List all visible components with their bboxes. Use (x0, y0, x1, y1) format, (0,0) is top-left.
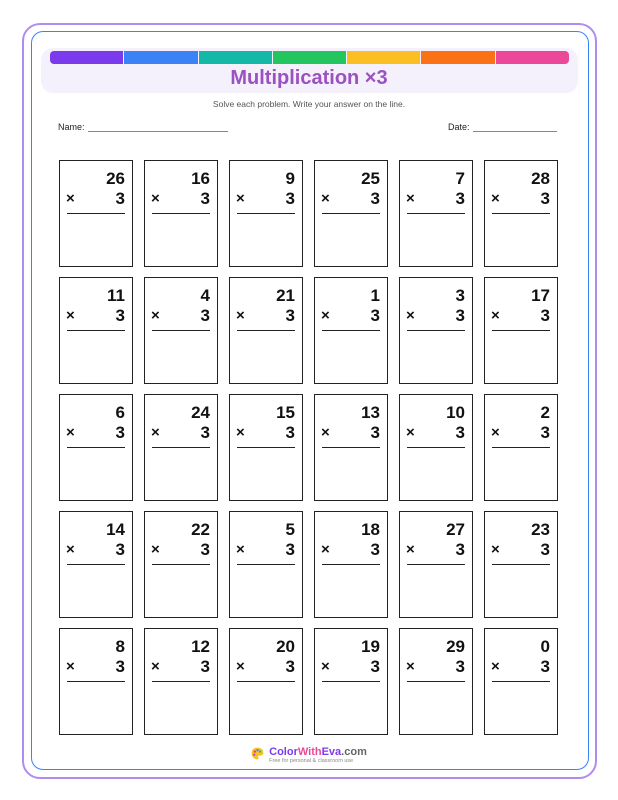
multiplicand: 11 (107, 286, 125, 305)
problem-card[interactable] (229, 160, 303, 267)
color-stripe (347, 51, 420, 64)
answer-line[interactable] (407, 330, 465, 331)
multiplier: 3 (455, 189, 465, 208)
multiplier-row (151, 306, 210, 326)
problem-card[interactable] (484, 511, 558, 618)
multiplier-row (321, 423, 380, 443)
palette-icon (251, 747, 264, 760)
multiplier-row (491, 423, 550, 443)
problem-card[interactable] (484, 394, 558, 501)
multiplicand: 6 (115, 403, 125, 422)
answer-line[interactable] (407, 681, 465, 682)
times-icon: × (491, 424, 500, 441)
multiplier-row (151, 189, 210, 209)
multiplier: 3 (370, 189, 380, 208)
multiplicand: 2 (540, 403, 550, 422)
answer-line[interactable] (407, 564, 465, 565)
multiplier: 3 (370, 423, 380, 442)
answer-line[interactable] (152, 564, 210, 565)
multiplier-row (151, 423, 210, 443)
times-icon: × (236, 307, 245, 324)
multiplicand: 18 (361, 520, 380, 539)
times-icon: × (151, 424, 160, 441)
problem-card[interactable] (484, 277, 558, 384)
times-icon: × (406, 307, 415, 324)
multiplier-row (406, 657, 465, 677)
problem-card[interactable] (399, 160, 473, 267)
times-icon: × (151, 541, 160, 558)
answer-line[interactable] (322, 213, 380, 214)
multiplicand: 12 (191, 637, 210, 656)
multiplicand: 1 (370, 286, 380, 305)
multiplier-row (66, 657, 125, 677)
problem-card[interactable] (314, 628, 388, 735)
times-icon: × (406, 424, 415, 441)
multiplicand: 23 (531, 520, 550, 539)
times-icon: × (406, 190, 415, 207)
answer-line[interactable] (322, 681, 380, 682)
multiplicand: 4 (200, 286, 210, 305)
times-icon: × (321, 658, 330, 675)
multiplier: 3 (285, 306, 295, 325)
date-label: Date: (448, 122, 470, 132)
multiplier-row (321, 189, 380, 209)
multiplier: 3 (115, 657, 125, 676)
date-field[interactable] (448, 122, 557, 132)
name-label: Name: (58, 122, 85, 132)
times-icon: × (491, 541, 500, 558)
answer-line[interactable] (407, 447, 465, 448)
times-icon: × (66, 658, 75, 675)
multiplicand: 24 (191, 403, 210, 422)
multiplier: 3 (285, 423, 295, 442)
multiplier-row (491, 540, 550, 560)
problem-card[interactable] (144, 160, 218, 267)
color-stripe (273, 51, 346, 64)
multiplicand: 13 (361, 403, 380, 422)
multiplier: 3 (285, 540, 295, 559)
problem-card[interactable] (59, 277, 133, 384)
multiplier: 3 (285, 189, 295, 208)
multiplier-row (406, 423, 465, 443)
multiplicand: 26 (106, 169, 125, 188)
problem-card[interactable] (314, 511, 388, 618)
answer-line[interactable] (492, 564, 550, 565)
times-icon: × (151, 658, 160, 675)
problem-card[interactable] (399, 628, 473, 735)
multiplicand: 20 (276, 637, 295, 656)
worksheet-title: Multiplication ×3 (230, 67, 388, 89)
multiplier-row (66, 423, 125, 443)
answer-line[interactable] (322, 564, 380, 565)
times-icon: × (321, 190, 330, 207)
multiplier: 3 (200, 657, 210, 676)
instructions: Solve each problem. Write your answer on the line. (212, 99, 406, 109)
multiplier-row (66, 540, 125, 560)
multiplier: 3 (200, 540, 210, 559)
problem-card[interactable] (59, 394, 133, 501)
multiplicand: 10 (446, 403, 465, 422)
times-icon: × (236, 541, 245, 558)
multiplier-row (406, 540, 465, 560)
multiplier-row (491, 306, 550, 326)
problem-card[interactable] (59, 628, 133, 735)
answer-line[interactable] (492, 681, 550, 682)
problem-card[interactable] (144, 511, 218, 618)
brand-name (269, 746, 367, 758)
multiplier: 3 (540, 540, 550, 559)
color-stripe (124, 51, 197, 64)
problem-card[interactable] (229, 277, 303, 384)
problem-card[interactable] (229, 511, 303, 618)
times-icon: × (406, 541, 415, 558)
multiplier-row (321, 540, 380, 560)
color-stripe (421, 51, 494, 64)
multiplicand: 14 (106, 520, 125, 539)
times-icon: × (321, 541, 330, 558)
multiplier: 3 (200, 306, 210, 325)
color-stripe (496, 51, 569, 64)
answer-line[interactable] (492, 447, 550, 448)
multiplier: 3 (455, 306, 465, 325)
multiplier-row (236, 423, 295, 443)
times-icon: × (321, 424, 330, 441)
color-stripe (50, 51, 123, 64)
multiplier: 3 (115, 540, 125, 559)
multiplier: 3 (455, 540, 465, 559)
times-icon: × (236, 190, 245, 207)
multiplier: 3 (540, 423, 550, 442)
multiplier-row (491, 657, 550, 677)
times-icon: × (236, 658, 245, 675)
multiplier-row (236, 306, 295, 326)
multiplier: 3 (200, 423, 210, 442)
problem-card[interactable] (59, 511, 133, 618)
problem-card[interactable] (314, 160, 388, 267)
name-field[interactable] (58, 122, 228, 132)
times-icon: × (491, 190, 500, 207)
multiplier: 3 (540, 657, 550, 676)
answer-line[interactable] (237, 213, 295, 214)
multiplier: 3 (540, 306, 550, 325)
multiplicand: 5 (285, 520, 295, 539)
times-icon: × (151, 190, 160, 207)
problem-card[interactable] (144, 394, 218, 501)
multiplicand: 25 (361, 169, 380, 188)
times-icon: × (66, 307, 75, 324)
answer-line[interactable] (492, 213, 550, 214)
brand-dotcom: .com (341, 746, 367, 758)
answer-line[interactable] (152, 447, 210, 448)
multiplicand: 21 (276, 286, 295, 305)
times-icon: × (491, 307, 500, 324)
multiplicand: 0 (540, 637, 550, 656)
answer-line[interactable] (67, 447, 125, 448)
multiplier-row (236, 657, 295, 677)
answer-line[interactable] (237, 681, 295, 682)
name-blank-line[interactable] (88, 123, 228, 132)
multiplier-row (151, 657, 210, 677)
multiplier-row (236, 189, 295, 209)
date-blank-line[interactable] (473, 123, 557, 132)
problem-card[interactable] (399, 277, 473, 384)
multiplicand: 7 (455, 169, 465, 188)
problem-card[interactable] (144, 277, 218, 384)
problem-card[interactable] (484, 628, 558, 735)
problem-card[interactable] (399, 394, 473, 501)
problem-card[interactable] (314, 277, 388, 384)
multiplicand: 28 (531, 169, 550, 188)
multiplier-row (236, 540, 295, 560)
multiplier: 3 (540, 189, 550, 208)
brand-eva: Eva (321, 746, 342, 758)
multiplicand: 29 (446, 637, 465, 656)
problem-card[interactable] (59, 160, 133, 267)
multiplicand: 16 (191, 169, 210, 188)
multiplier-row (321, 657, 380, 677)
times-icon: × (236, 424, 245, 441)
answer-line[interactable] (322, 447, 380, 448)
multiplier: 3 (455, 657, 465, 676)
multiplicand: 19 (361, 637, 380, 656)
multiplier-row (66, 189, 125, 209)
multiplier-row (406, 306, 465, 326)
answer-line[interactable] (407, 213, 465, 214)
answer-line[interactable] (237, 564, 295, 565)
multiplier: 3 (115, 306, 125, 325)
answer-line[interactable] (237, 330, 295, 331)
multiplicand: 17 (531, 286, 550, 305)
problem-grid (59, 160, 558, 735)
rainbow-stripes (50, 51, 569, 64)
multiplier-row (491, 189, 550, 209)
multiplicand: 9 (285, 169, 295, 188)
answer-line[interactable] (237, 447, 295, 448)
multiplicand: 22 (191, 520, 210, 539)
answer-line[interactable] (152, 681, 210, 682)
brand-tagline: Free for personal & classroom use (269, 758, 354, 764)
multiplier-row (406, 189, 465, 209)
multiplicand: 3 (455, 286, 465, 305)
problem-card[interactable] (484, 160, 558, 267)
multiplier: 3 (455, 423, 465, 442)
multiplier: 3 (370, 657, 380, 676)
multiplicand: 27 (446, 520, 465, 539)
multiplier-row (66, 306, 125, 326)
answer-line[interactable] (152, 213, 210, 214)
times-icon: × (66, 424, 75, 441)
answer-line[interactable] (67, 213, 125, 214)
brand-with: With (297, 746, 322, 758)
answer-line[interactable] (152, 330, 210, 331)
answer-line[interactable] (67, 681, 125, 682)
times-icon: × (491, 658, 500, 675)
times-icon: × (151, 307, 160, 324)
multiplicand: 8 (115, 637, 125, 656)
color-stripe (199, 51, 272, 64)
multiplier: 3 (115, 189, 125, 208)
multiplier-row (321, 306, 380, 326)
problem-card[interactable] (314, 394, 388, 501)
multiplicand: 15 (276, 403, 295, 422)
multiplier-row (151, 540, 210, 560)
footer-logo (0, 746, 618, 765)
multiplier: 3 (200, 189, 210, 208)
multiplier: 3 (370, 306, 380, 325)
times-icon: × (66, 541, 75, 558)
problem-card[interactable] (229, 394, 303, 501)
answer-line[interactable] (67, 564, 125, 565)
multiplier: 3 (115, 423, 125, 442)
multiplier: 3 (370, 540, 380, 559)
problem-card[interactable] (229, 628, 303, 735)
answer-line[interactable] (322, 330, 380, 331)
multiplier: 3 (285, 657, 295, 676)
times-icon: × (321, 307, 330, 324)
answer-line[interactable] (492, 330, 550, 331)
brand-color: Color (269, 746, 298, 758)
times-icon: × (66, 190, 75, 207)
problem-card[interactable] (144, 628, 218, 735)
times-icon: × (406, 658, 415, 675)
problem-card[interactable] (399, 511, 473, 618)
answer-line[interactable] (67, 330, 125, 331)
